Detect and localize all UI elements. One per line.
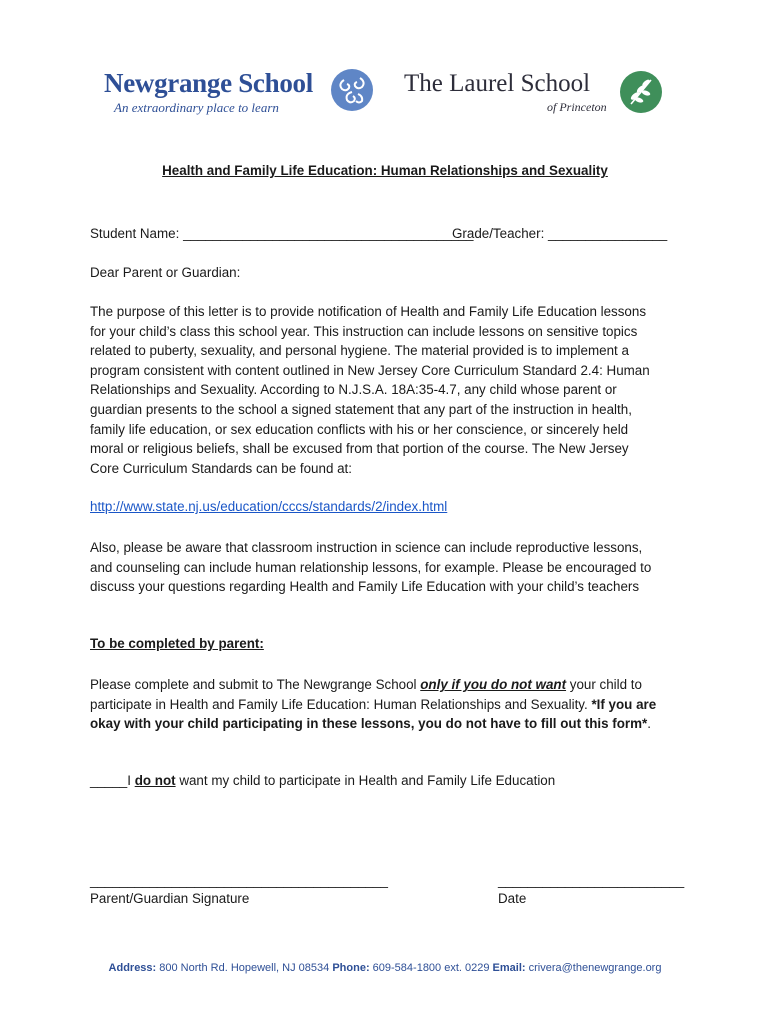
paragraph-line: related to puberty, sexuality, and personal hygiene. The material provided is to implement a xyxy=(90,343,629,359)
parent-section-heading: To be completed by parent: xyxy=(90,636,264,651)
newgrange-swirl-icon xyxy=(330,68,374,112)
document-title: Health and Family Life Education: Human Relationships and Sexuality xyxy=(162,163,608,178)
signature-label: Parent/Guardian Signature xyxy=(90,891,250,906)
instructions-line-3 xyxy=(90,714,680,734)
greeting: Dear Parent or Guardian: xyxy=(90,265,241,280)
optout-blank: _____I xyxy=(90,773,135,788)
paragraph-line: for your child’s class this school year. This instruction can include lessons on sensitive topics xyxy=(90,323,638,339)
instructions-text: your child to xyxy=(566,677,642,692)
grade-teacher-field xyxy=(452,226,667,241)
date-label: Date xyxy=(498,891,527,906)
standards-link[interactable]: http://www.state.nj.us/education/cccs/standards/2/index.html xyxy=(90,499,448,514)
grade-teacher-label: Grade/Teacher: xyxy=(452,226,545,241)
purpose-paragraph xyxy=(90,302,680,478)
parent-instructions xyxy=(90,675,680,734)
email-value: crivera@thenewgrange.org xyxy=(525,962,662,974)
phone-label: Phone: xyxy=(332,962,370,974)
newgrange-name: Newgrange School xyxy=(104,68,313,98)
optout-emphasis: do not xyxy=(134,773,176,788)
grade-teacher-blank: ________________ xyxy=(548,226,668,241)
footer-contact xyxy=(0,962,770,974)
phone-value: 609-584-1800 ext. 0229 xyxy=(369,962,493,974)
paragraph-line: Relationships and Sexuality. According to N.J.S.A. 18A:35-4.7, any child whose parent or xyxy=(90,382,617,398)
paragraph-line: program consistent with content outlined in New Jersey Core Curriculum Standard 2.4: Human xyxy=(90,362,650,378)
date-line: _________________________ xyxy=(498,873,685,888)
laurel-subtitle: of Princeton xyxy=(547,100,607,114)
also-paragraph xyxy=(90,538,680,597)
newgrange-logo xyxy=(104,68,376,118)
instructions-line-2 xyxy=(90,695,680,715)
paragraph-line: and counseling can include human relationship lessons, for example. Please be encouraged to xyxy=(90,559,652,575)
student-name-field xyxy=(90,226,474,241)
paragraph-line: family life education, or sex education conflicts with his or her conscience, or sincerely held xyxy=(90,421,629,437)
signature-line: ________________________________________ xyxy=(90,873,388,888)
optout-text: want my child to participate in Health and Family Life Education xyxy=(175,773,556,788)
newgrange-tagline: An extraordinary place to learn xyxy=(114,100,279,115)
student-name-label: Student Name: xyxy=(90,226,180,241)
paragraph-line: moral or religious beliefs, shall be excused from that portion of the course. The New Jersey xyxy=(90,441,629,457)
instructions-bold: *If you are xyxy=(591,696,657,712)
instructions-text: Please complete and submit to The Newgrange School xyxy=(90,677,421,692)
paragraph-line: Also, please be aware that classroom instruction in science can include reproductive lessons, xyxy=(90,540,643,555)
optout-line xyxy=(90,773,555,788)
laurel-leaf-icon xyxy=(619,70,663,114)
paragraph-line: The purpose of this letter is to provide notification of Health and Family Life Education lessons xyxy=(90,304,647,319)
paragraph-line: guardian presents to the school a signed statement that any part of the instruction in health, xyxy=(90,401,632,417)
instructions-emphasis: only if you do not want xyxy=(420,677,567,692)
address-label: Address: xyxy=(108,962,157,974)
instructions-text: . xyxy=(647,716,651,732)
paragraph-line: Core Curriculum Standards can be found at: xyxy=(90,460,353,476)
email-label: Email: xyxy=(492,962,526,974)
address-value: 800 North Rd. Hopewell, NJ 08534 xyxy=(156,962,333,974)
student-name-blank: _______________________________________ xyxy=(183,226,474,241)
instructions-bold: okay with your child participating in these lessons, you do not have to fill out this form* xyxy=(90,716,648,732)
laurel-name: The Laurel School xyxy=(404,70,591,97)
laurel-logo xyxy=(404,68,666,118)
paragraph-line: discuss your questions regarding Health and Family Life Education with your child’s teachers xyxy=(90,579,640,595)
instructions-line-1 xyxy=(90,675,680,695)
instructions-text: participate in Health and Family Life Education: Human Relationships and Sexuality. xyxy=(90,696,592,712)
